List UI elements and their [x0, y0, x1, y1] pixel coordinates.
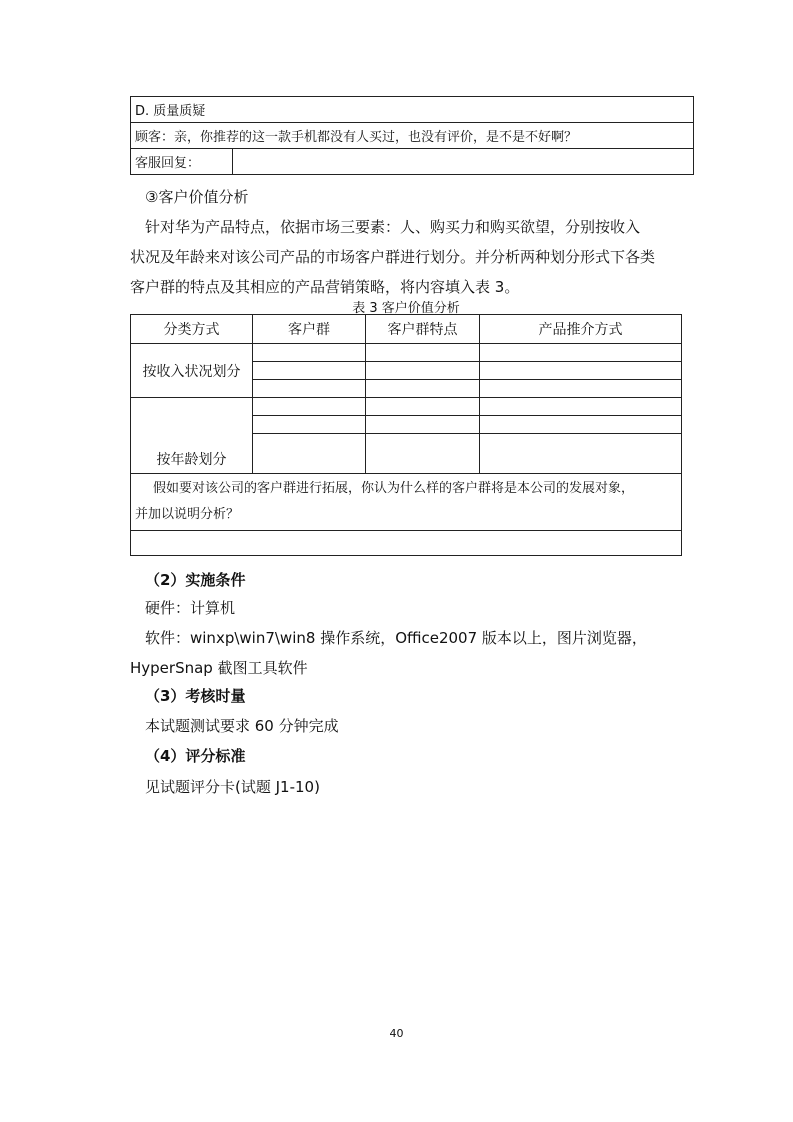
input-cell[interactable]	[366, 362, 480, 380]
software-text: HyperSnap 截图工具软件	[130, 659, 308, 677]
time-text: 本试题测试要求 60 分钟完成	[145, 717, 339, 735]
paragraph-line: 状况及年龄来对该公司产品的市场客户群进行划分。并分析两种划分形式下各类	[130, 248, 656, 266]
input-cell[interactable]	[366, 434, 480, 474]
section-title-customer-value: ③客户价值分析	[145, 188, 249, 206]
input-cell[interactable]	[366, 398, 480, 416]
software-text: 软件：winxp\win7\win8 操作系统，Office2007 版本以上，图片浏览器，	[145, 629, 647, 647]
input-cell[interactable]	[366, 344, 480, 362]
input-cell[interactable]	[480, 398, 682, 416]
hardware-text: 硬件：计算机	[145, 599, 236, 617]
group-label-income: 按收入状况划分	[131, 344, 253, 398]
reply-cell[interactable]	[233, 149, 694, 175]
input-cell[interactable]	[480, 344, 682, 362]
input-cell[interactable]	[253, 434, 366, 474]
answer-cell[interactable]	[131, 531, 682, 556]
input-cell[interactable]	[253, 362, 366, 380]
group-label-age: 按年龄划分	[131, 398, 253, 474]
input-cell[interactable]	[480, 380, 682, 398]
question-line: 假如要对该公司的客户群进行拓展，你认为什么样的客户群将是本公司的发展对象，	[153, 481, 635, 496]
header-cell: 产品推介方式	[480, 315, 682, 344]
paragraph-line: 针对华为产品特点，依据市场三要素：人、购买力和购买欲望，分别按收入	[145, 218, 641, 236]
input-cell[interactable]	[253, 380, 366, 398]
input-cell[interactable]	[366, 416, 480, 434]
customer-value-table	[130, 314, 682, 556]
input-cell[interactable]	[480, 416, 682, 434]
customer-message: 顾客：亲，你推荐的这一款手机都没有人买过，也没有评价，是不是不好啊？	[131, 123, 694, 149]
header-cell: 客户群	[253, 315, 366, 344]
section-title-conditions: （2）实施条件	[145, 571, 246, 589]
expansion-question	[131, 474, 682, 531]
input-cell[interactable]	[253, 398, 366, 416]
reply-label: 客服回复：	[131, 149, 233, 175]
header-cell: 客户群特点	[366, 315, 480, 344]
section-title-time: （3）考核时量	[145, 687, 246, 705]
input-cell[interactable]	[253, 344, 366, 362]
page-number: 40	[389, 1027, 404, 1040]
header-cell: 分类方式	[131, 315, 253, 344]
input-cell[interactable]	[480, 362, 682, 380]
scoring-text: 见试题评分卡(试题 J1-10)	[145, 778, 320, 796]
dialogue-table	[130, 96, 694, 175]
input-cell[interactable]	[253, 416, 366, 434]
paragraph-line: 客户群的特点及其相应的产品营销策略，将内容填入表 3。	[130, 278, 520, 296]
table-caption: 表 3 客户价值分析	[352, 301, 460, 316]
section-title-scoring: （4）评分标准	[145, 747, 246, 765]
input-cell[interactable]	[480, 434, 682, 474]
question-line: 并加以说明分析？	[135, 507, 240, 522]
dialogue-option-label: D. 质量质疑	[131, 97, 694, 123]
input-cell[interactable]	[366, 380, 480, 398]
